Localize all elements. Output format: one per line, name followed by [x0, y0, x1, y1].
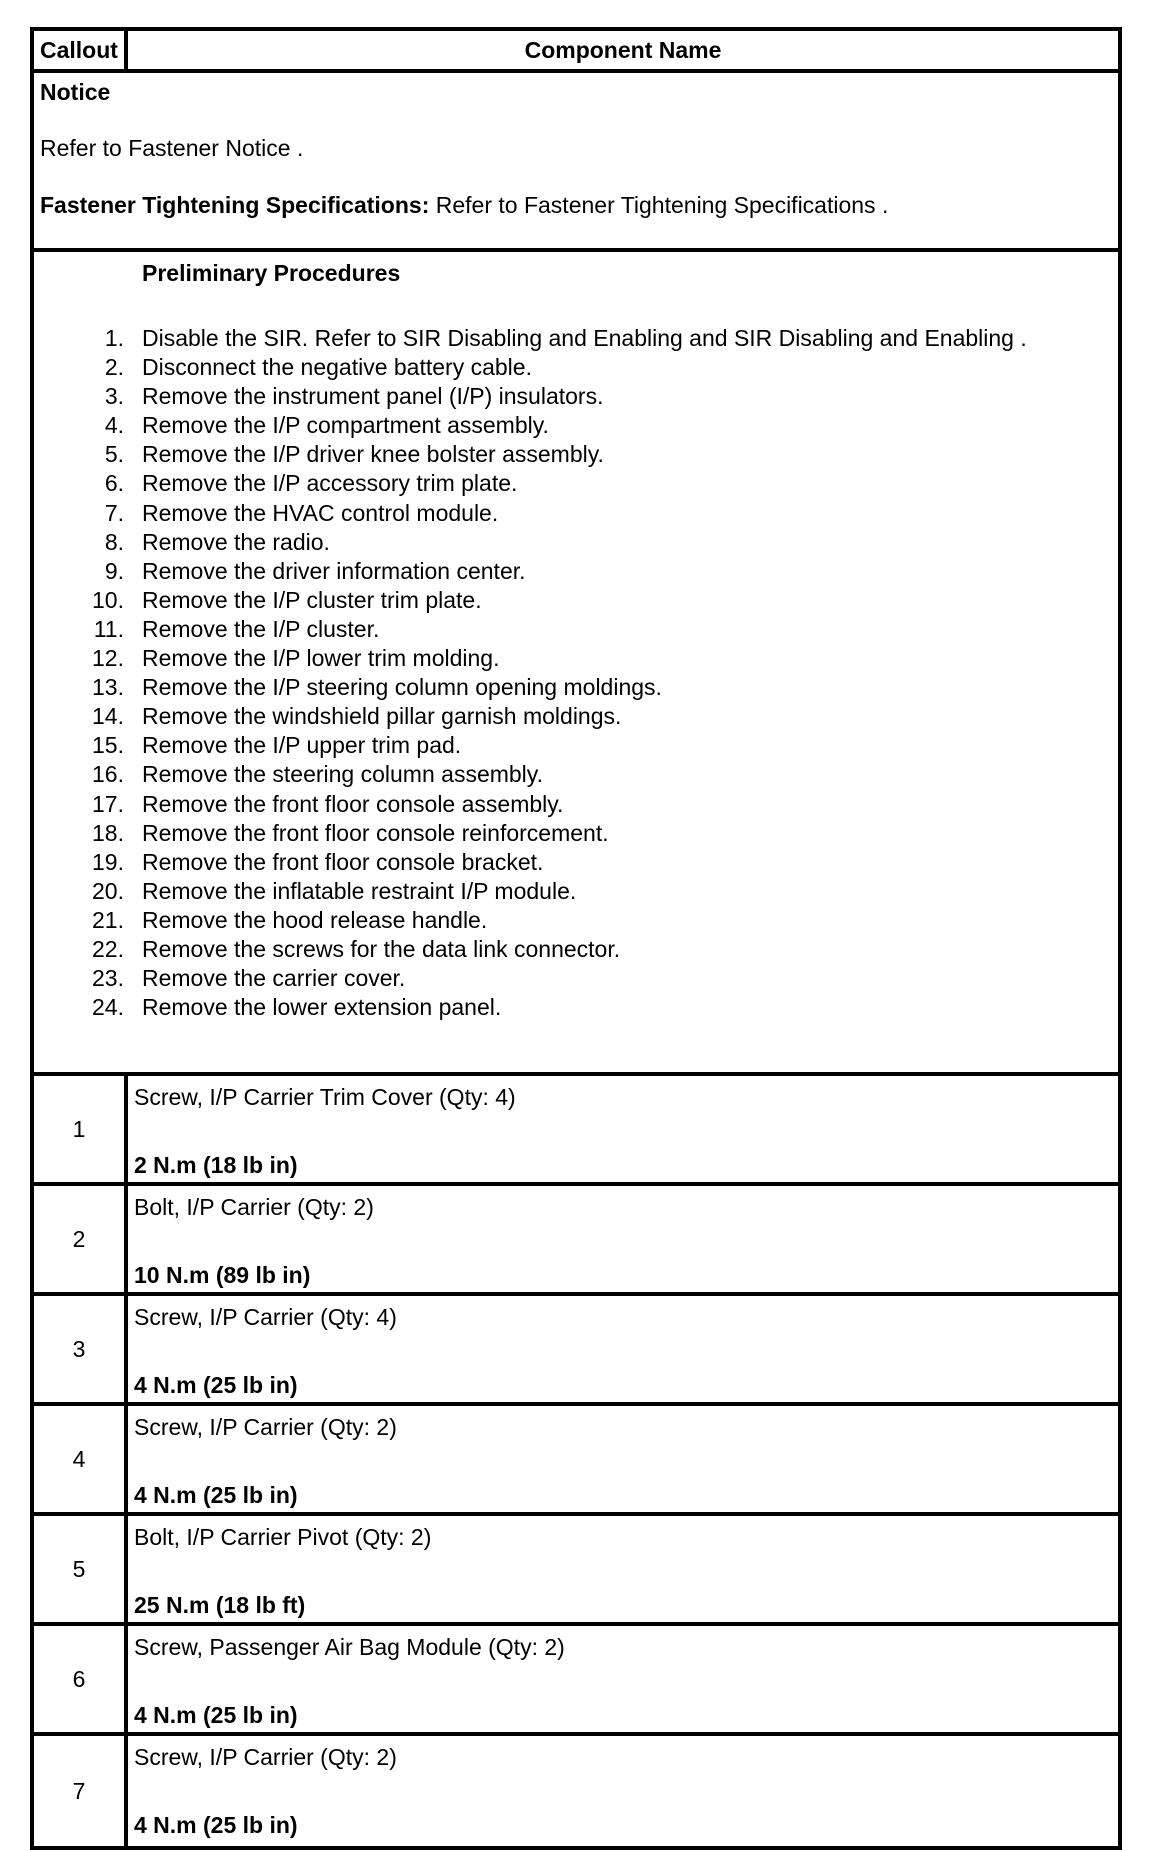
step-number: 18.	[92, 819, 124, 846]
procedure-step	[34, 644, 1122, 673]
procedure-step	[34, 324, 1122, 353]
component-name: Screw, Passenger Air Bag Module (Qty: 2)	[134, 1634, 565, 1660]
step-number: 13.	[92, 674, 124, 701]
step-text: Remove the HVAC control module.	[142, 499, 499, 526]
step-text: Remove the hood release handle.	[142, 906, 488, 933]
step-text: Remove the I/P driver knee bolster assembly.	[142, 441, 604, 468]
callout-number: 7	[34, 1736, 128, 1846]
procedure-step	[34, 964, 1122, 993]
table-row	[34, 1076, 1118, 1186]
step-number: 16.	[92, 761, 124, 788]
procedure-step	[34, 353, 1122, 382]
step-number: 8.	[104, 528, 124, 555]
step-number: 23.	[92, 965, 124, 992]
step-text: Remove the steering column assembly.	[142, 761, 543, 788]
step-number: 14.	[92, 703, 124, 730]
notice-title: Notice	[40, 79, 111, 105]
step-number: 15.	[92, 732, 124, 759]
procedure-step	[34, 557, 1122, 586]
procedure-step	[34, 382, 1122, 411]
procedure-step	[34, 731, 1122, 760]
torque-spec: 2 N.m (18 lb in)	[134, 1152, 298, 1178]
table-row	[34, 1626, 1118, 1736]
step-text: Remove the carrier cover.	[142, 965, 406, 992]
table-row	[34, 1406, 1118, 1516]
step-text: Remove the front floor console assembly.	[142, 790, 564, 817]
callout-number: 4	[34, 1406, 128, 1512]
procedure-step	[34, 819, 1122, 848]
torque-spec: 10 N.m (89 lb in)	[134, 1262, 311, 1288]
component-cell	[128, 1626, 1118, 1732]
step-number: 10.	[92, 586, 124, 613]
step-text: Remove the front floor console reinforcement.	[142, 819, 609, 846]
notice-section	[34, 73, 1118, 252]
procedure-step	[34, 440, 1122, 469]
callout-number: 3	[34, 1296, 128, 1402]
step-text: Disable the SIR. Refer to SIR Disabling and Enabling and SIR Disabling and Enabling .	[142, 325, 1027, 351]
step-text: Remove the screws for the data link connector.	[142, 935, 621, 962]
table-row	[34, 1186, 1118, 1296]
procedure-step	[34, 586, 1122, 615]
step-number: 9.	[104, 557, 124, 584]
procedure-step	[34, 673, 1122, 702]
step-number: 2.	[104, 354, 124, 381]
procedure-step	[34, 499, 1122, 528]
step-number: 7.	[104, 499, 124, 526]
table-row	[34, 1516, 1118, 1626]
torque-spec: 4 N.m (25 lb in)	[134, 1812, 298, 1838]
component-name: Bolt, I/P Carrier Pivot (Qty: 2)	[134, 1524, 432, 1550]
callout-number: 6	[34, 1626, 128, 1732]
step-number: 21.	[92, 906, 124, 933]
table-row	[34, 1296, 1118, 1406]
step-text: Remove the windshield pillar garnish moldings.	[142, 703, 622, 730]
step-number: 19.	[92, 848, 124, 875]
step-number: 4.	[104, 412, 124, 439]
component-name-header: Component Name	[524, 37, 722, 63]
step-text: Remove the I/P accessory trim plate.	[142, 470, 518, 497]
step-text: Remove the I/P steering column opening moldings.	[142, 674, 662, 701]
step-number: 12.	[92, 645, 124, 672]
procedure-step	[34, 469, 1122, 498]
procedure-steps	[34, 324, 1122, 1022]
callout-number: 5	[34, 1516, 128, 1622]
step-text: Remove the inflatable restraint I/P module.	[142, 877, 577, 904]
callout-number: 1	[34, 1076, 128, 1182]
procedure-step	[34, 702, 1122, 731]
step-text: Remove the driver information center.	[142, 557, 526, 584]
step-text: Remove the lower extension panel.	[142, 994, 502, 1021]
step-text: Remove the I/P cluster.	[142, 615, 380, 642]
step-number: 1.	[104, 325, 124, 351]
step-number: 3.	[104, 383, 124, 410]
callout-number: 2	[34, 1186, 128, 1292]
component-cell	[128, 1296, 1118, 1402]
component-cell	[128, 1076, 1118, 1182]
step-text: Disconnect the negative battery cable.	[142, 354, 532, 381]
component-cell	[128, 1736, 1118, 1846]
table-header	[34, 31, 1118, 73]
component-cell	[128, 1406, 1118, 1512]
step-text: Remove the I/P upper trim pad.	[142, 732, 462, 759]
component-name: Screw, I/P Carrier (Qty: 4)	[134, 1304, 397, 1330]
preliminary-procedures	[34, 252, 1118, 1076]
procedure-step	[34, 411, 1122, 440]
callout-header: Callout	[34, 31, 128, 69]
component-name: Screw, I/P Carrier (Qty: 2)	[134, 1414, 397, 1440]
torque-spec: 4 N.m (25 lb in)	[134, 1702, 298, 1728]
fastener-spec-label: Fastener Tightening Specifications:	[40, 191, 430, 218]
component-cell	[128, 1516, 1118, 1622]
procedure-step	[34, 993, 1122, 1022]
component-name: Bolt, I/P Carrier (Qty: 2)	[134, 1194, 374, 1220]
torque-spec: 4 N.m (25 lb in)	[134, 1482, 298, 1508]
step-number: 20.	[92, 877, 124, 904]
table-row	[34, 1736, 1118, 1846]
step-number: 17.	[92, 790, 124, 817]
step-text: Remove the I/P cluster trim plate.	[142, 586, 482, 613]
component-name: Screw, I/P Carrier (Qty: 2)	[134, 1744, 397, 1770]
procedure-step	[34, 760, 1122, 789]
fastener-spec-line	[40, 192, 1118, 248]
component-name: Screw, I/P Carrier Trim Cover (Qty: 4)	[134, 1084, 516, 1110]
torque-spec: 4 N.m (25 lb in)	[134, 1372, 298, 1398]
step-number: 6.	[104, 470, 124, 497]
fastener-spec-text: Refer to Fastener Tightening Specifications .	[429, 191, 889, 218]
step-number: 24.	[92, 994, 124, 1021]
preliminary-title: Preliminary Procedures	[142, 260, 401, 286]
procedure-step	[34, 615, 1122, 644]
step-number: 5.	[104, 441, 124, 468]
procedure-step	[34, 906, 1122, 935]
procedure-step	[34, 877, 1122, 906]
procedure-step	[34, 935, 1122, 964]
procedure-step	[34, 528, 1122, 557]
step-text: Remove the front floor console bracket.	[142, 848, 544, 875]
component-table	[30, 27, 1122, 1850]
procedure-step	[34, 848, 1122, 877]
step-text: Remove the I/P compartment assembly.	[142, 412, 549, 439]
step-text: Remove the radio.	[142, 528, 330, 555]
component-cell	[128, 1186, 1118, 1292]
torque-spec: 25 N.m (18 lb ft)	[134, 1592, 306, 1618]
step-text: Remove the I/P lower trim molding.	[142, 645, 500, 672]
procedure-step	[34, 790, 1122, 819]
notice-refer-text: Refer to Fastener Notice .	[40, 135, 304, 162]
step-number: 11.	[93, 615, 124, 642]
step-text: Remove the instrument panel (I/P) insulators.	[142, 383, 604, 410]
step-number: 22.	[92, 935, 124, 962]
